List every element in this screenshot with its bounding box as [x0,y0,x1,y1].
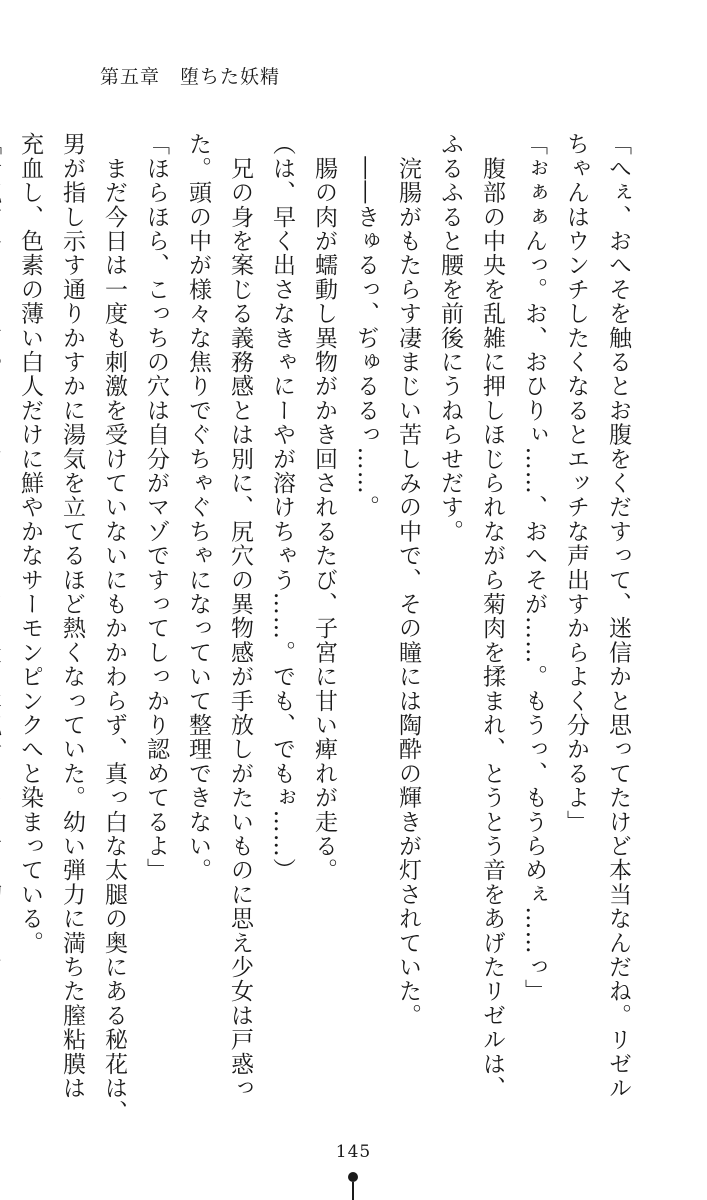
text-line: 男が指し示す通りかすかに湯気を立てるほど熱くなっていた。幼い弾力に満ちた膣粘膜は [59,132,85,1100]
text-line: まだ今日は一度も刺激を受けていないにもかかわらず、真っ白な太腿の奥にある秘花は、 [101,132,127,1125]
running-head: 第五章 堕ちた妖精 [100,66,281,88]
text-line: 「へぇ、おへそを触るとお腹をくだすって、迷信かと思ってたけど本当なんだね。リゼル [605,132,631,1100]
text-line: た。頭の中が様々な焦りでぐちゃぐちゃになっていて整理できない。 [185,132,211,883]
folio-dot-ornament [348,1172,358,1182]
folio-rule-ornament [352,1182,354,1200]
text-line: 兄の身を案じる義務感とは別に、尻穴の異物感が手放しがたいものに思え少女は戸惑っ [227,132,253,1100]
text-line: ――きゅるっ、ぢゅるるっ……。 [353,132,379,520]
text-line: 「ぉぁぁんっ。お、おひりぃ……、おへそが……。もうっ、もうらめぇ……っ」 [521,132,547,1004]
page-number: 145 [335,1142,372,1162]
text-line: 腹部の中央を乱雑に押しほじられながら菊肉を揉まれ、とうとう音をあげたリゼルは、 [479,132,505,1100]
text-line: 浣腸がもたらす凄まじい苦しみの中で、その瞳には陶酔の輝きが灯されていた。 [395,132,421,1028]
text-line: 「ほらほら、こっちの穴は自分がマゾですってしっかり認めてるよ」 [143,132,169,883]
text-line: ふるふると腰を前後にうねらせだす。 [437,132,463,544]
body-text [0,132,639,1125]
text-line: 腸の肉が蠕動し異物がかき回されるたび、子宮に甘い痺れが走る。 [311,132,337,883]
text-line [0,132,9,992]
text-line: ちゃんはウンチしたくなるとエッチな声出すからよく分かるよ」 [563,132,589,834]
text-line: （は、早く出さなきゃにーやが溶けちゃう……。でも、でもぉ……） [269,132,295,883]
text-line: 充血し、色素の薄い白人だけに鮮やかなサーモンピンクへと染まっている。 [17,132,43,955]
